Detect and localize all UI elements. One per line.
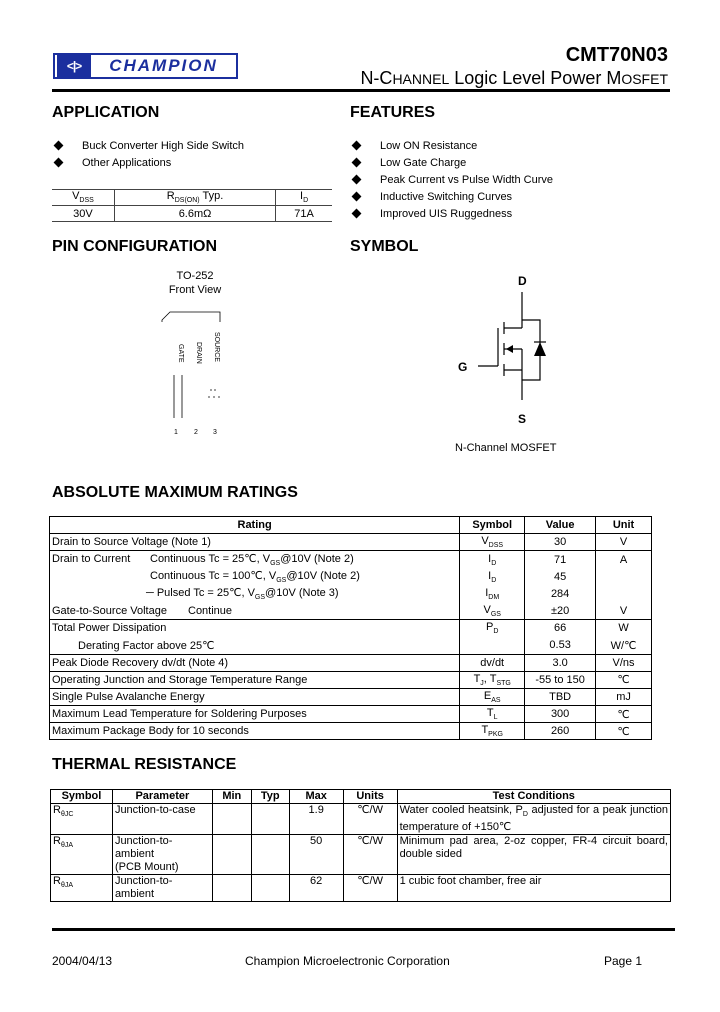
spec-rds: 6.6mΩ: [114, 206, 275, 222]
table-row: Derating Factor above 25℃ 0.53 W/℃: [50, 637, 652, 654]
table-row: $R_{\theta JC}$ Junction-to-case 1.9 ℃/W Water cooled heatsink, $P_D$ adjusted for a peak junction temperature of +150℃: [51, 804, 671, 835]
spec-id: 71A: [276, 206, 332, 222]
source-label: S: [518, 412, 527, 426]
pin-number-2: 2: [194, 429, 198, 436]
package-label: TO-252 Front View: [168, 270, 222, 296]
company-logo: [53, 53, 238, 79]
gate-label: G: [458, 360, 468, 374]
table-header-row: Symbol Parameter Min Typ Max Units Test Conditions: [51, 790, 671, 804]
footer-rule: [52, 928, 675, 931]
spec-vdss: 30V: [52, 206, 114, 222]
list-item: Low ON Resistance: [351, 137, 553, 154]
symbol-title: SYMBOL: [350, 238, 419, 255]
spec-header-id: $I_D$: [276, 190, 332, 206]
table-row: Gate-to-Source Voltage Continue $V_{GS}$ ±20 V: [50, 602, 652, 619]
device-subtitle: N-CHANNEL Logic Level Power MOSFET: [360, 68, 668, 88]
key-spec-table: [52, 189, 332, 222]
footer-page: Page 1: [604, 954, 643, 968]
spec-header-vdss: $V_{DSS}$: [52, 190, 114, 206]
table-row: $R_{\theta JA}$ Junction-to-ambient (PCB Mount) 50 ℃/W Minimum pad area, 2-oz copper, FR-4 circuit board, double sided: [51, 835, 671, 875]
list-item: Improved UIS Ruggedness: [351, 205, 553, 222]
footer-company: Champion Microelectronic Corporation: [245, 954, 450, 968]
table-row: Total Power Dissipation $P_D$ 66 W: [50, 620, 652, 637]
table-row: Drain to Current Continuous Tc = 25℃, $V_{GS}@10V$ (Note 2) $I_D$ 71 A: [50, 551, 652, 568]
list-item: Peak Current vs Pulse Width Curve: [351, 171, 553, 188]
table-row: Maximum Package Body for 10 seconds $T_{PKG}$ 260 ℃: [50, 723, 652, 740]
table-row: Operating Junction and Storage Temperature Range $T_J$, $T_{STG}$ -55 to 150 ℃: [50, 671, 652, 688]
table-row: Continuous Tc = 100℃, $V_{GS}@10V$ (Note 2) $I_D$ 45: [50, 568, 652, 585]
table-row: $R_{\theta JA}$ Junction-to-ambient 62 ℃/W 1 cubic foot chamber, free air: [51, 875, 671, 902]
header-rating: Rating: [50, 517, 460, 534]
pin-number-1: 1: [174, 429, 178, 436]
symbol-caption: N-Channel MOSFET: [455, 442, 557, 454]
part-number: CMT70N03: [565, 44, 668, 66]
features-list: [351, 137, 553, 222]
thermal-table: [50, 789, 671, 902]
thermal-title: THERMAL RESISTANCE: [52, 756, 237, 773]
pin-label-drain: DRAIN: [195, 342, 202, 364]
table-row: Single Pulse Avalanche Energy $E_{AS}$ TBD mJ: [50, 688, 652, 705]
table-row: Drain to Source Voltage (Note 1) $V_{DSS}$ 30 V: [50, 534, 652, 551]
logo-text: CHAMPION: [109, 56, 218, 75]
features-title: FEATURES: [350, 104, 436, 121]
table-row: Peak Diode Recovery dv/dt (Note 4) dv/dt 3.0 V/ns: [50, 654, 652, 671]
header-symbol: Symbol: [460, 517, 525, 534]
pin-config-title: PIN CONFIGURATION: [52, 238, 218, 255]
amr-table: [49, 516, 652, 740]
list-item: Inductive Switching Curves: [351, 188, 553, 205]
list-item: Low Gate Charge: [351, 154, 553, 171]
logo-mark: <|>: [57, 55, 91, 77]
table-header-row: [50, 517, 652, 534]
pin-label-source: SOURCE: [213, 332, 220, 362]
pin-number-3: 3: [213, 429, 217, 436]
drain-label: D: [518, 274, 527, 288]
amr-title: ABSOLUTE MAXIMUM RATINGS: [52, 484, 298, 501]
table-row: ─ Pulsed Tc = 25℃, $V_{GS}@10V$ (Note 3) $I_{DM}$ 284: [50, 585, 652, 602]
application-title: APPLICATION: [52, 104, 160, 121]
header-value: Value: [525, 517, 596, 534]
mosfet-symbol: [450, 270, 570, 440]
footer-date: 2004/04/13: [52, 954, 113, 968]
spec-header-rds: $R_{DS(ON)}$ Typ.: [114, 190, 275, 206]
table-row: Maximum Lead Temperature for Soldering Purposes $T_L$ 300 ℃: [50, 706, 652, 723]
list-item: Buck Converter High Side Switch: [53, 137, 244, 154]
header-rule: [52, 89, 670, 92]
application-list: [53, 137, 244, 171]
header-unit: Unit: [596, 517, 652, 534]
pin-label-gate: GATE: [177, 344, 184, 363]
package-drawing: [150, 300, 250, 440]
list-item: Other Applications: [53, 154, 244, 171]
